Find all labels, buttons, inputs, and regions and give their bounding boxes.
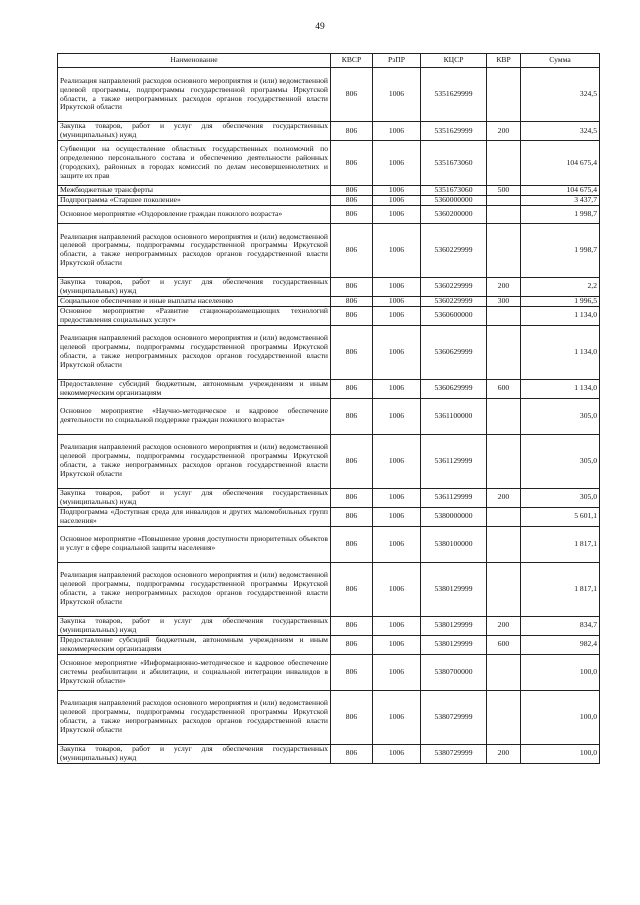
cell-name: Реализация направлений расходов основного мероприятия и (или) ведомственной целевой программы, подпрограммы государственной программы Иркутской области, а также непрограммных расходов органов государственной власти Иркутской области <box>58 690 331 744</box>
header-name: Наименование <box>58 54 331 68</box>
cell-rzpr: 1006 <box>373 325 421 379</box>
cell-kvr: 200 <box>487 277 521 296</box>
cell-kcsr: 5360200000 <box>421 205 487 223</box>
cell-kcsr: 5360229999 <box>421 277 487 296</box>
table-row <box>58 277 600 296</box>
cell-sum: 3 437,7 <box>521 195 600 205</box>
cell-kvsr: 806 <box>331 68 373 122</box>
cell-kcsr: 5380729999 <box>421 744 487 763</box>
cell-name: Социальное обеспечение и иные выплаты населению <box>58 296 331 306</box>
cell-sum: 834,7 <box>521 616 600 635</box>
cell-name: Реализация направлений расходов основного мероприятия и (или) ведомственной целевой программы, подпрограммы государственной программы Иркутской области, а также непрограммных расходов органов государственной власти Иркутской области <box>58 562 331 616</box>
cell-kvsr: 806 <box>331 744 373 763</box>
cell-name: Закупка товаров, работ и услуг для обеспечения государственных (муниципальных) нужд <box>58 277 331 296</box>
cell-kvr <box>487 398 521 434</box>
cell-kcsr: 5360000000 <box>421 195 487 205</box>
cell-sum: 324,5 <box>521 122 600 141</box>
table-row <box>58 122 600 141</box>
cell-kcsr: 5361129999 <box>421 488 487 507</box>
cell-sum: 1 817,1 <box>521 526 600 562</box>
cell-kvsr: 806 <box>331 205 373 223</box>
cell-kvsr: 806 <box>331 562 373 616</box>
cell-kvr <box>487 562 521 616</box>
cell-sum: 100,0 <box>521 654 600 690</box>
cell-sum: 104 675,4 <box>521 186 600 196</box>
cell-kcsr: 5351629999 <box>421 68 487 122</box>
cell-rzpr: 1006 <box>373 398 421 434</box>
cell-kvsr: 806 <box>331 507 373 526</box>
cell-kcsr: 5351673060 <box>421 186 487 196</box>
cell-kvsr: 806 <box>331 690 373 744</box>
cell-name: Реализация направлений расходов основного мероприятия и (или) ведомственной целевой программы, подпрограммы государственной программы Иркутской области, а также непрограммных расходов органов государственной власти Иркутской области <box>58 325 331 379</box>
table-row <box>58 690 600 744</box>
cell-kcsr: 5380700000 <box>421 654 487 690</box>
cell-sum: 305,0 <box>521 434 600 488</box>
cell-kcsr: 5361129999 <box>421 434 487 488</box>
cell-kcsr: 5360229999 <box>421 296 487 306</box>
cell-sum: 982,4 <box>521 635 600 654</box>
cell-rzpr: 1006 <box>373 205 421 223</box>
cell-name: Реализация направлений расходов основного мероприятия и (или) ведомственной целевой программы, подпрограммы государственной программы Иркутской области, а также непрограммных расходов органов государственной власти Иркутской области <box>58 223 331 277</box>
table-row <box>58 744 600 763</box>
table-row <box>58 223 600 277</box>
cell-kvsr: 806 <box>331 654 373 690</box>
table-row <box>58 635 600 654</box>
cell-kvr <box>487 141 521 186</box>
cell-kcsr: 5360600000 <box>421 306 487 325</box>
cell-name: Предоставление субсидий бюджетным, автономным учреждениям и иным некоммерческим организациям <box>58 379 331 398</box>
cell-sum: 305,0 <box>521 488 600 507</box>
cell-rzpr: 1006 <box>373 122 421 141</box>
table-header-row <box>58 54 600 68</box>
cell-kvr <box>487 654 521 690</box>
cell-sum: 2,2 <box>521 277 600 296</box>
cell-sum: 104 675,4 <box>521 141 600 186</box>
cell-kvsr: 806 <box>331 526 373 562</box>
cell-rzpr: 1006 <box>373 654 421 690</box>
cell-rzpr: 1006 <box>373 195 421 205</box>
table-row <box>58 205 600 223</box>
cell-rzpr: 1006 <box>373 277 421 296</box>
cell-kvsr: 806 <box>331 277 373 296</box>
cell-kvr <box>487 223 521 277</box>
cell-kvr <box>487 690 521 744</box>
header-kvr: КВР <box>487 54 521 68</box>
cell-sum: 1 134,0 <box>521 306 600 325</box>
cell-kvr <box>487 507 521 526</box>
cell-sum: 1 817,1 <box>521 562 600 616</box>
cell-name: Закупка товаров, работ и услуг для обеспечения государственных (муниципальных) нужд <box>58 488 331 507</box>
table-row <box>58 654 600 690</box>
table-row <box>58 398 600 434</box>
cell-sum: 1 998,7 <box>521 205 600 223</box>
cell-kvr <box>487 205 521 223</box>
cell-rzpr: 1006 <box>373 526 421 562</box>
cell-kvsr: 806 <box>331 635 373 654</box>
header-kcsr: КЦСР <box>421 54 487 68</box>
cell-rzpr: 1006 <box>373 744 421 763</box>
cell-kvsr: 806 <box>331 398 373 434</box>
cell-name: Подпрограмма «Старшее поколение» <box>58 195 331 205</box>
cell-kvr: 600 <box>487 635 521 654</box>
cell-name: Закупка товаров, работ и услуг для обеспечения государственных (муниципальных) нужд <box>58 616 331 635</box>
cell-kcsr: 5360629999 <box>421 325 487 379</box>
header-sum: Сумма <box>521 54 600 68</box>
cell-name: Реализация направлений расходов основного мероприятия и (или) ведомственной целевой программы, подпрограммы государственной программы Иркутской области, а также непрограммных расходов органов государственной власти Иркутской области <box>58 68 331 122</box>
cell-kcsr: 5351673060 <box>421 141 487 186</box>
table-row <box>58 306 600 325</box>
table-row <box>58 186 600 196</box>
cell-kcsr: 5380129999 <box>421 562 487 616</box>
cell-kvsr: 806 <box>331 296 373 306</box>
cell-kvsr: 806 <box>331 141 373 186</box>
page-number: 49 <box>315 22 325 32</box>
table-row <box>58 507 600 526</box>
cell-rzpr: 1006 <box>373 296 421 306</box>
table-row <box>58 141 600 186</box>
table-row <box>58 379 600 398</box>
cell-kvsr: 806 <box>331 325 373 379</box>
cell-rzpr: 1006 <box>373 562 421 616</box>
cell-kcsr: 5380000000 <box>421 507 487 526</box>
cell-kvsr: 806 <box>331 379 373 398</box>
cell-rzpr: 1006 <box>373 488 421 507</box>
cell-rzpr: 1006 <box>373 434 421 488</box>
cell-kvr <box>487 434 521 488</box>
cell-kcsr: 5351629999 <box>421 122 487 141</box>
cell-kvsr: 806 <box>331 488 373 507</box>
cell-kvsr: 806 <box>331 223 373 277</box>
cell-name: Межбюджетные трансферты <box>58 186 331 196</box>
cell-sum: 324,5 <box>521 68 600 122</box>
cell-kvsr: 806 <box>331 306 373 325</box>
cell-sum: 1 998,7 <box>521 223 600 277</box>
cell-rzpr: 1006 <box>373 635 421 654</box>
cell-rzpr: 1006 <box>373 379 421 398</box>
cell-name: Реализация направлений расходов основного мероприятия и (или) ведомственной целевой программы, подпрограммы государственной программы Иркутской области, а также непрограммных расходов органов государственной власти Иркутской области <box>58 434 331 488</box>
table-row <box>58 526 600 562</box>
table-row <box>58 562 600 616</box>
cell-kvsr: 806 <box>331 616 373 635</box>
cell-kvsr: 806 <box>331 122 373 141</box>
cell-sum: 100,0 <box>521 744 600 763</box>
cell-rzpr: 1006 <box>373 616 421 635</box>
cell-kcsr: 5360629999 <box>421 379 487 398</box>
cell-rzpr: 1006 <box>373 507 421 526</box>
table-row <box>58 195 600 205</box>
cell-sum: 5 601,1 <box>521 507 600 526</box>
cell-kvr <box>487 306 521 325</box>
cell-name: Подпрограмма «Доступная среда для инвалидов и других маломобильных групп населения» <box>58 507 331 526</box>
cell-name: Предоставление субсидий бюджетным, автономным учреждениям и иным некоммерческим организациям <box>58 635 331 654</box>
cell-kvr: 500 <box>487 186 521 196</box>
budget-table <box>57 53 600 764</box>
cell-name: Основное мероприятие «Оздоровление граждан пожилого возраста» <box>58 205 331 223</box>
cell-kvr: 200 <box>487 122 521 141</box>
cell-sum: 1 134,0 <box>521 325 600 379</box>
cell-name: Основное мероприятие «Повышение уровня доступности приоритетных объектов и услуг в сфере социальной защиты населения» <box>58 526 331 562</box>
cell-kvr <box>487 195 521 205</box>
cell-kvr <box>487 68 521 122</box>
cell-name: Закупка товаров, работ и услуг для обеспечения государственных (муниципальных) нужд <box>58 744 331 763</box>
table-row <box>58 434 600 488</box>
cell-rzpr: 1006 <box>373 186 421 196</box>
cell-kvr: 600 <box>487 379 521 398</box>
header-rzpr: РзПР <box>373 54 421 68</box>
cell-name: Основное мероприятие «Информационно-методическое и кадровое обеспечение системы реабилитации и абилитации, и социальной интеграции инвалидов в Иркутской области» <box>58 654 331 690</box>
cell-kvr <box>487 325 521 379</box>
header-kvsr: КВСР <box>331 54 373 68</box>
cell-kvsr: 806 <box>331 434 373 488</box>
cell-rzpr: 1006 <box>373 690 421 744</box>
cell-kvsr: 806 <box>331 186 373 196</box>
cell-kvr <box>487 526 521 562</box>
cell-kcsr: 5380129999 <box>421 635 487 654</box>
cell-kcsr: 5380100000 <box>421 526 487 562</box>
table-row <box>58 488 600 507</box>
cell-rzpr: 1006 <box>373 223 421 277</box>
cell-sum: 305,0 <box>521 398 600 434</box>
table-row <box>58 296 600 306</box>
cell-kvr: 200 <box>487 616 521 635</box>
cell-kvr: 200 <box>487 488 521 507</box>
cell-rzpr: 1006 <box>373 141 421 186</box>
table-row <box>58 68 600 122</box>
cell-rzpr: 1006 <box>373 306 421 325</box>
table-row <box>58 325 600 379</box>
cell-kcsr: 5380729999 <box>421 690 487 744</box>
cell-sum: 100,0 <box>521 690 600 744</box>
cell-kvr: 300 <box>487 296 521 306</box>
cell-kcsr: 5361100000 <box>421 398 487 434</box>
cell-name: Основное мероприятие «Научно-методическое и кадровое обеспечение деятельности по социальной поддержке граждан пожилого возраста» <box>58 398 331 434</box>
cell-kvr: 200 <box>487 744 521 763</box>
cell-sum: 1 134,0 <box>521 379 600 398</box>
cell-kcsr: 5380129999 <box>421 616 487 635</box>
cell-kcsr: 5360229999 <box>421 223 487 277</box>
cell-name: Закупка товаров, работ и услуг для обеспечения государственных (муниципальных) нужд <box>58 122 331 141</box>
cell-kvsr: 806 <box>331 195 373 205</box>
table-row <box>58 616 600 635</box>
cell-rzpr: 1006 <box>373 68 421 122</box>
cell-sum: 1 996,5 <box>521 296 600 306</box>
cell-name: Субвенции на осуществление областных государственных полномочий по определению персонального состава и обеспечению деятельности районных (городских), районных в городах комиссий по делам несовершеннолетних и защите их прав <box>58 141 331 186</box>
cell-name: Основное мероприятие «Развитие стационарозамещающих технологий предоставления социальных услуг» <box>58 306 331 325</box>
